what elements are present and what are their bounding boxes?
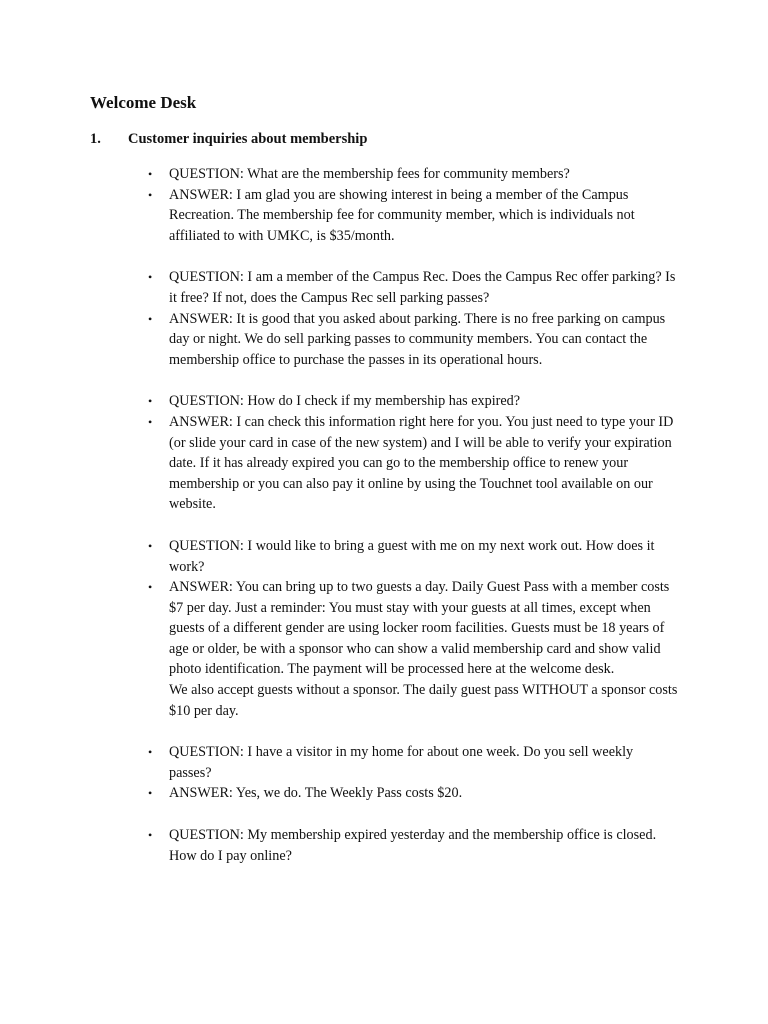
answer-item <box>148 412 678 515</box>
qa-group <box>148 164 678 246</box>
question-text: QUESTION: I am a member of the Campus Rec. Does the Campus Rec offer parking? Is it free? If not, does the Campus Rec sell parking passes? <box>169 269 676 306</box>
bullet-icon: • <box>148 786 153 801</box>
question-item <box>148 536 678 577</box>
qa-group <box>148 536 678 721</box>
bullet-icon: • <box>148 394 153 409</box>
answer-extra-text: We also accept guests without a sponsor. The daily guest pass WITHOUT a sponsor costs $10 per day. <box>169 682 678 719</box>
answer-item <box>148 185 678 247</box>
bullet-icon: • <box>148 270 153 285</box>
question-text: QUESTION: How do I check if my membership has expired? <box>169 393 521 410</box>
section-number: 1. <box>90 131 101 147</box>
question-item <box>148 742 678 783</box>
question-item <box>148 391 678 412</box>
qa-group <box>148 391 678 515</box>
question-text: QUESTION: What are the membership fees for community members? <box>169 166 570 182</box>
question-item <box>148 164 678 185</box>
document-title: Welcome Desk <box>90 93 197 112</box>
answer-text: ANSWER: Yes, we do. The Weekly Pass costs $20. <box>169 785 463 802</box>
question-text: QUESTION: I would like to bring a guest with me on my next work out. How does it work? <box>169 537 655 575</box>
question-item <box>148 825 678 866</box>
qa-group <box>148 825 678 866</box>
bullet-icon: • <box>148 828 153 843</box>
bullet-icon: • <box>148 187 153 202</box>
bullet-icon: • <box>148 580 153 595</box>
question-item <box>148 267 678 308</box>
answer-text: ANSWER: I am glad you are showing interest in being a member of the Campus Recreation. The membership fee for community member, which is individuals not affiliated to with UMKC, is $35/month. <box>169 186 635 244</box>
answer-text: ANSWER: It is good that you asked about parking. There is no free parking on campus day or night. We do sell parking passes to community members. You can contact the membership office to purchase the passes in its operational hours. <box>169 310 666 368</box>
bullet-icon: • <box>148 311 153 326</box>
question-text: QUESTION: My membership expired yesterday and the membership office is closed. How do I pay online? <box>169 827 657 864</box>
bullet-icon: • <box>148 167 153 181</box>
answer-text: ANSWER: You can bring up to two guests a day. Daily Guest Pass with a member costs $7 per day. Just a reminder: You must stay with your guests at all times, except when guests of a different gender are using locker room facilities. Guests must be 18 years of age or older, be with a sponsor who can show a valid membership card and show valid photo identification. The payment will be processed here at the welcome desk. <box>169 579 670 678</box>
answer-text: ANSWER: I can check this information right here for you. You just need to type your ID (or slide your card in case of the new system) and I will be able to verify your expiration date. If it has already expired you can go to the membership office to renew your membership or you can also pay it online by using the Touchnet tool available on our website. <box>169 413 674 513</box>
qa-group <box>148 742 678 804</box>
answer-item <box>148 309 678 371</box>
answer-item <box>148 577 678 721</box>
section-title: Customer inquiries about membership <box>128 131 368 147</box>
answer-item <box>148 783 678 804</box>
qa-group <box>148 267 678 370</box>
bullet-icon: • <box>148 414 153 429</box>
question-text: QUESTION: I have a visitor in my home for about one week. Do you sell weekly passes? <box>169 744 634 781</box>
bullet-icon: • <box>148 745 153 760</box>
bullet-icon: • <box>148 538 153 553</box>
qa-list <box>148 164 678 887</box>
